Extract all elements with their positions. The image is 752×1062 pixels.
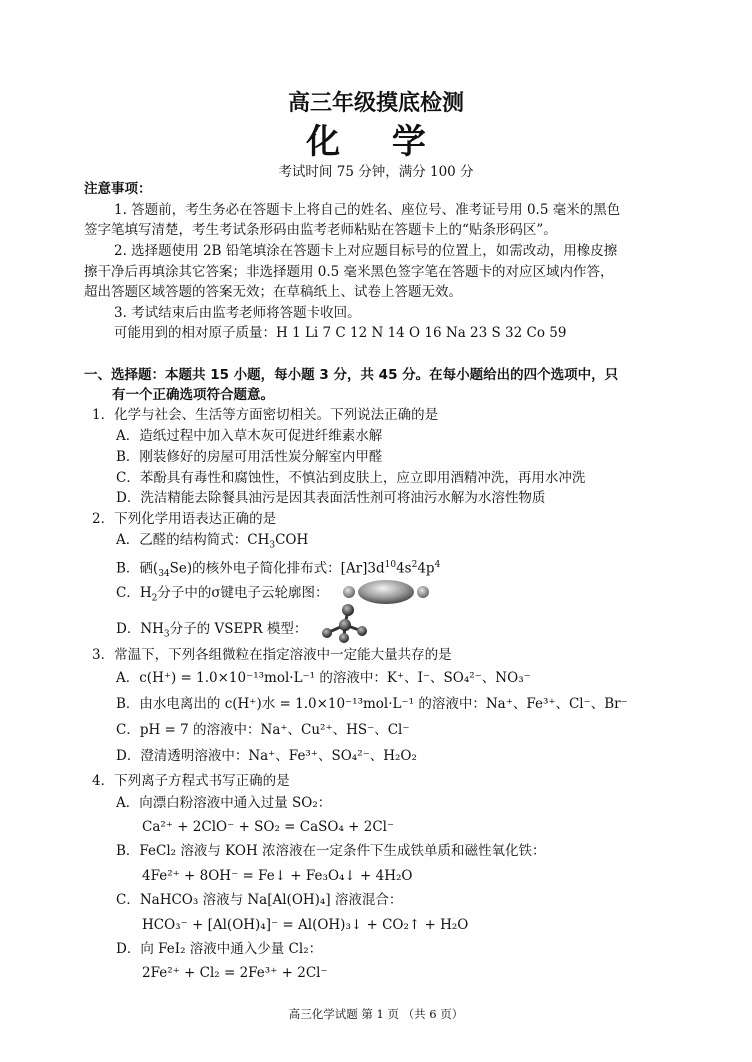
option-d: D．澄清透明溶液中：Na⁺、Fe³⁺、SO₄²⁻、H₂O₂ [116,748,417,764]
notice-item: 3. 考试结束后由监考老师将答题卡收回。 [114,305,361,321]
option-d-text: D．NH [116,621,164,637]
option-a [116,531,308,555]
question-stem: 4．下列离子方程式书写正确的是 [92,773,290,789]
option-b-text-mid: Se)的核外电子简化排布式：[Ar]3d [169,560,385,577]
subscript: 34 [158,569,170,580]
option-c: C．苯酚具有毒性和腐蚀性，不慎沾到皮肤上，应立即用酒精冲洗，再用水冲洗 [116,470,586,486]
option-d-text-end: 分子的 VSEPR 模型： [169,621,308,637]
atomic-masses: 可能用到的相对原子质量：H 1 Li 7 C 12 N 14 O 16 Na 23 S 32 Co 59 [114,325,567,341]
notice-item: 签字笔填写清楚，考生考试条形码由监考老师粘贴在答题卡上的“贴条形码区”。 [84,222,557,238]
question-stem: 2．下列化学用语表达正确的是 [92,511,277,527]
option-c [116,584,329,608]
vsepr-model-image [318,603,368,643]
option-b-text-mid3: 4p [417,560,435,577]
option-a-equation: Ca²⁺ + 2ClO⁻ + SO₂ = CaSO₄ + 2Cl⁻ [142,819,395,835]
page-footer: 高三化学试题 第 1 页 （共 6 页） [288,1007,464,1021]
subscript: 3 [269,540,276,551]
option-b-text-mid2: 4s [396,560,412,577]
section-heading: 一、选择题：本题共 15 小题，每小题 3 分，共 45 分。在每小题给出的四个选项中，只 [84,367,619,383]
option-a: A．c(H⁺) = 1.0×10⁻¹³mol·L⁻¹ 的溶液中：K⁺、I⁻、SO₄²⁻、NO₃⁻ [116,670,531,686]
notice-item: 超出答题区域答题的答案无效；在草稿纸上、试卷上答题无效。 [84,284,462,300]
superscript: 4 [434,560,441,570]
exam-title: 高三年级摸底检测 [287,91,464,116]
option-b-equation: 4Fe²⁺ + 8OH⁻ = Fe↓ + Fe₃O₄↓ + 4H₂O [142,868,413,884]
section-heading-cont: 有一个正确选项符合题意。 [112,387,274,403]
notice-item: 擦干净后再填涂其它答案；非选择题用 0.5 毫米黑色签字笔在答题卡的对应区域内作答， [84,264,614,280]
notice-item: 2. 选择题使用 2B 铅笔填涂在答题卡上对应题目标号的位置上，如需改动，用橡皮擦 [114,243,618,259]
option-b: B．刚装修好的房屋可用活性炭分解室内甲醛 [116,449,383,465]
superscript: 10 [384,560,397,570]
option-d [116,620,307,644]
subscript: 3 [163,629,170,640]
option-a-text: A．乙醛的结构简式：CH [116,532,270,548]
option-d-equation: 2Fe²⁺ + Cl₂ = 2Fe³⁺ + 2Cl⁻ [142,965,328,981]
exam-duration: 考试时间 75 分钟，满分 100 分 [278,164,474,180]
notice-item: 1. 答题前，考生务必在答题卡上将自己的姓名、座位号、准考证号用 0.5 毫米的黑色 [114,202,621,218]
subscript: 2 [151,593,158,604]
option-c: C．pH = 7 的溶液中：Na⁺、Cu²⁺、HS⁻、Cl⁻ [116,722,410,738]
option-c-text-end: 分子中的σ键电子云轮廓图： [157,585,329,601]
option-a: A．造纸过程中加入草木灰可促进纤维素水解 [116,428,383,444]
option-b: B．FeCl₂ 溶液与 KOH 浓溶液在一定条件下生成铁单质和磁性氧化铁： [116,843,546,859]
option-a-text-end: COH [275,532,309,548]
option-d: D．洗洁精能去除餐具油污是因其表面活性剂可将油污水解为水溶性物质 [116,490,546,506]
subject-title: 化 学 [306,122,446,162]
notice-heading: 注意事项： [84,181,152,197]
option-c-text: C．H [116,585,152,601]
option-b: B．由水电离出的 c(H⁺)水 = 1.0×10⁻¹³mol·L⁻¹ 的溶液中：Na⁺、Fe³⁺、Cl⁻、Br⁻ [116,696,628,712]
superscript: 2 [411,560,418,570]
option-c-equation: HCO₃⁻ + [Al(OH)₄]⁻ = Al(OH)₃↓ + CO₂↑ + H₂O [142,917,469,933]
question-stem: 1．化学与社会、生活等方面密切相关。下列说法正确的是 [92,407,439,423]
option-d: D．向 FeI₂ 溶液中通入少量 Cl₂： [116,941,323,957]
option-c: C．NaHCO₃ 溶液与 Na[Al(OH)₄] 溶液混合： [116,892,403,908]
option-a: A．向漂白粉溶液中通入过量 SO₂： [116,795,332,811]
question-stem: 3．常温下，下列各组微粒在指定溶液中一定能大量共存的是 [92,647,452,663]
option-b-text: B．硒( [116,560,159,577]
